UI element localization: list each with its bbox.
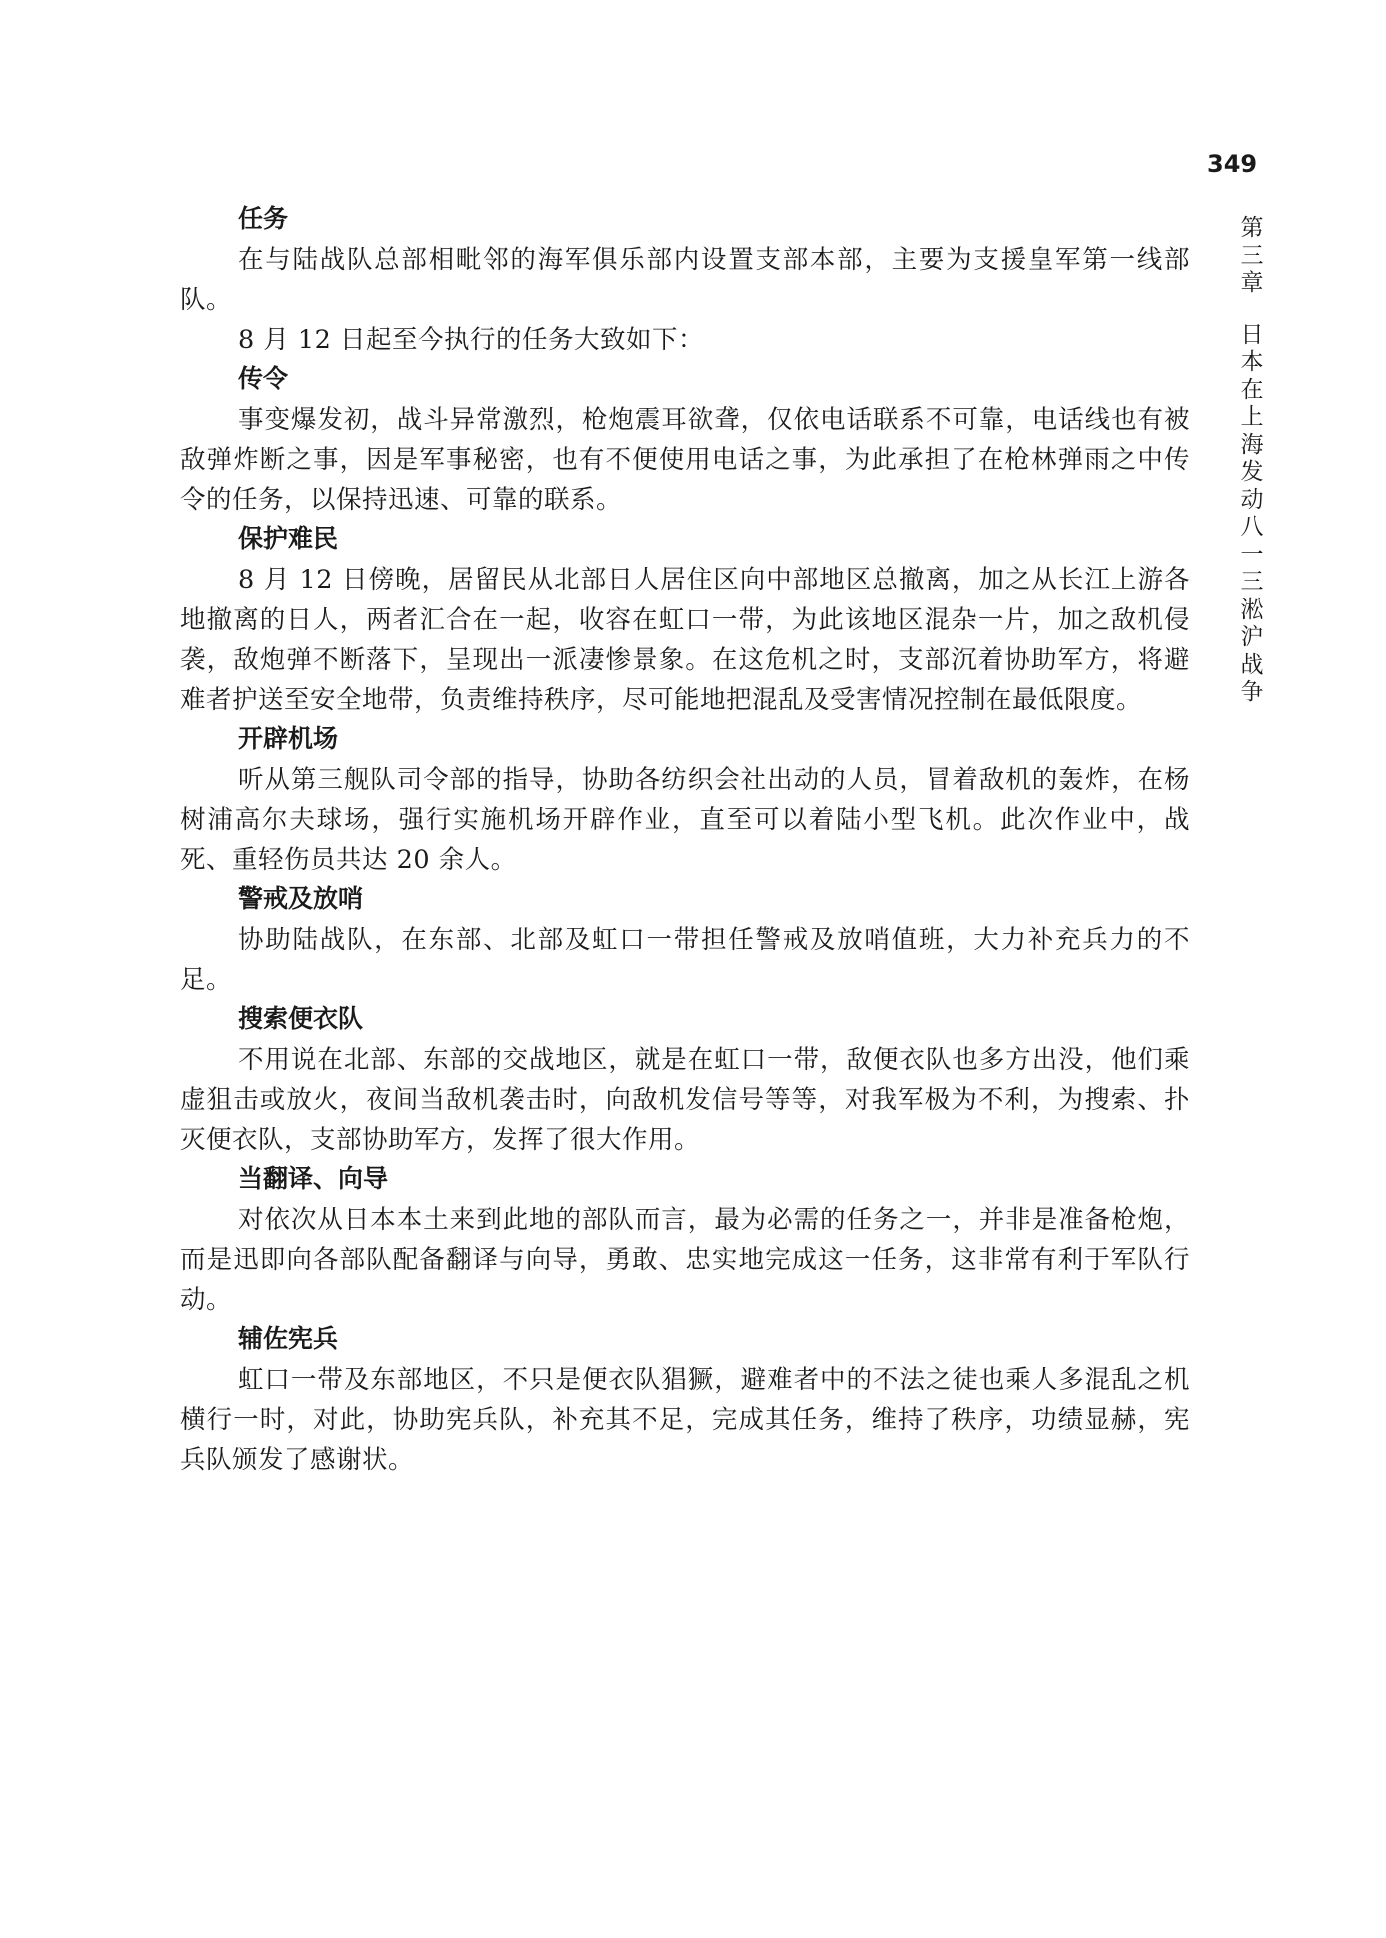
paragraph: 协助陆战队，在东部、北部及虹口一带担任警戒及放哨值班，大力补充兵力的不足。 <box>180 925 1190 995</box>
running-head <box>1237 215 1267 707</box>
section-sousuo-bianyidui <box>180 1000 1190 1160</box>
body-text <box>180 200 1190 1480</box>
paragraph: 8 月 12 日起至今执行的任务大致如下： <box>238 325 704 355</box>
page-number: 349 <box>1207 150 1258 178</box>
paragraph: 虹口一带及东部地区，不只是便衣队猖獗，避难者中的不法之徒也乘人多混乱之机横行一时，对此，协助宪兵队，补充其不足，完成其任务，维持了秩序，功绩显赫，宪兵队颁发了感谢状。 <box>180 1365 1190 1475</box>
paragraph: 事变爆发初，战斗异常激烈，枪炮震耳欲聋，仅依电话联系不可靠，电话线也有被敌弹炸断之事，因是军事秘密，也有不便使用电话之事，为此承担了在枪林弹雨之中传令的任务，以保持迅速、可靠的联系。 <box>180 405 1190 515</box>
section-jingjie-fangshao <box>180 880 1190 1000</box>
section-fuzuo-xianbing <box>180 1320 1190 1480</box>
section-baohu-nanmin <box>180 520 1190 720</box>
section-kaipi-jichang <box>180 720 1190 880</box>
section-renwu <box>180 200 1190 360</box>
paragraph: 不用说在北部、东部的交战地区，就是在虹口一带，敌便衣队也多方出没，他们乘虚狙击或放火，夜间当敌机袭击时，向敌机发信号等等，对我军极为不利，为搜索、扑灭便衣队，支部协助军方，发挥了很大作用。 <box>180 1045 1190 1155</box>
section-heading: 任务 <box>238 204 289 233</box>
section-heading: 开辟机场 <box>238 724 339 753</box>
section-chuanling <box>180 360 1190 520</box>
paragraph: 对依次从日本本土来到此地的部队而言，最为必需的任务之一，并非是准备枪炮，而是迅即向各部队配备翻译与向导，勇敢、忠实地完成这一任务，这非常有利于军队行动。 <box>180 1205 1190 1315</box>
paragraph: 在与陆战队总部相毗邻的海军俱乐部内设置支部本部，主要为支援皇军第一线部队。 <box>180 245 1190 315</box>
section-heading: 传令 <box>238 364 289 393</box>
section-heading: 保护难民 <box>238 524 339 553</box>
running-head-chapter: 第 三 章 <box>1240 215 1264 296</box>
section-heading: 当翻译、向导 <box>238 1164 389 1193</box>
section-fanyi-xiangdao <box>180 1160 1190 1320</box>
section-heading: 辅佐宪兵 <box>238 1324 339 1353</box>
section-heading: 搜索便衣队 <box>238 1004 364 1033</box>
paragraph: 听从第三舰队司令部的指导，协助各纺织会社出动的人员，冒着敌机的轰炸，在杨树浦高尔夫球场，强行实施机场开辟作业，直至可以着陆小型飞机。此次作业中，战死、重轻伤员共达 20 余人。 <box>180 765 1190 875</box>
paragraph: 8 月 12 日傍晚，居留民从北部日人居住区向中部地区总撤离，加之从长江上游各地撤离的日人，两者汇合在一起，收容在虹口一带，为此该地区混杂一片，加之敌机侵袭，敌炮弹不断落下，呈现出一派凄惨景象。在这危机之时，支部沉着协助军方，将避难者护送至安全地带，负责维持秩序，尽可能地把混乱及受害情况控制在最低限度。 <box>180 565 1190 715</box>
section-heading: 警戒及放哨 <box>238 884 364 913</box>
running-head-title: 日 本 在 上 海 发 动 八 一 三 淞 沪 战 争 <box>1240 321 1264 705</box>
